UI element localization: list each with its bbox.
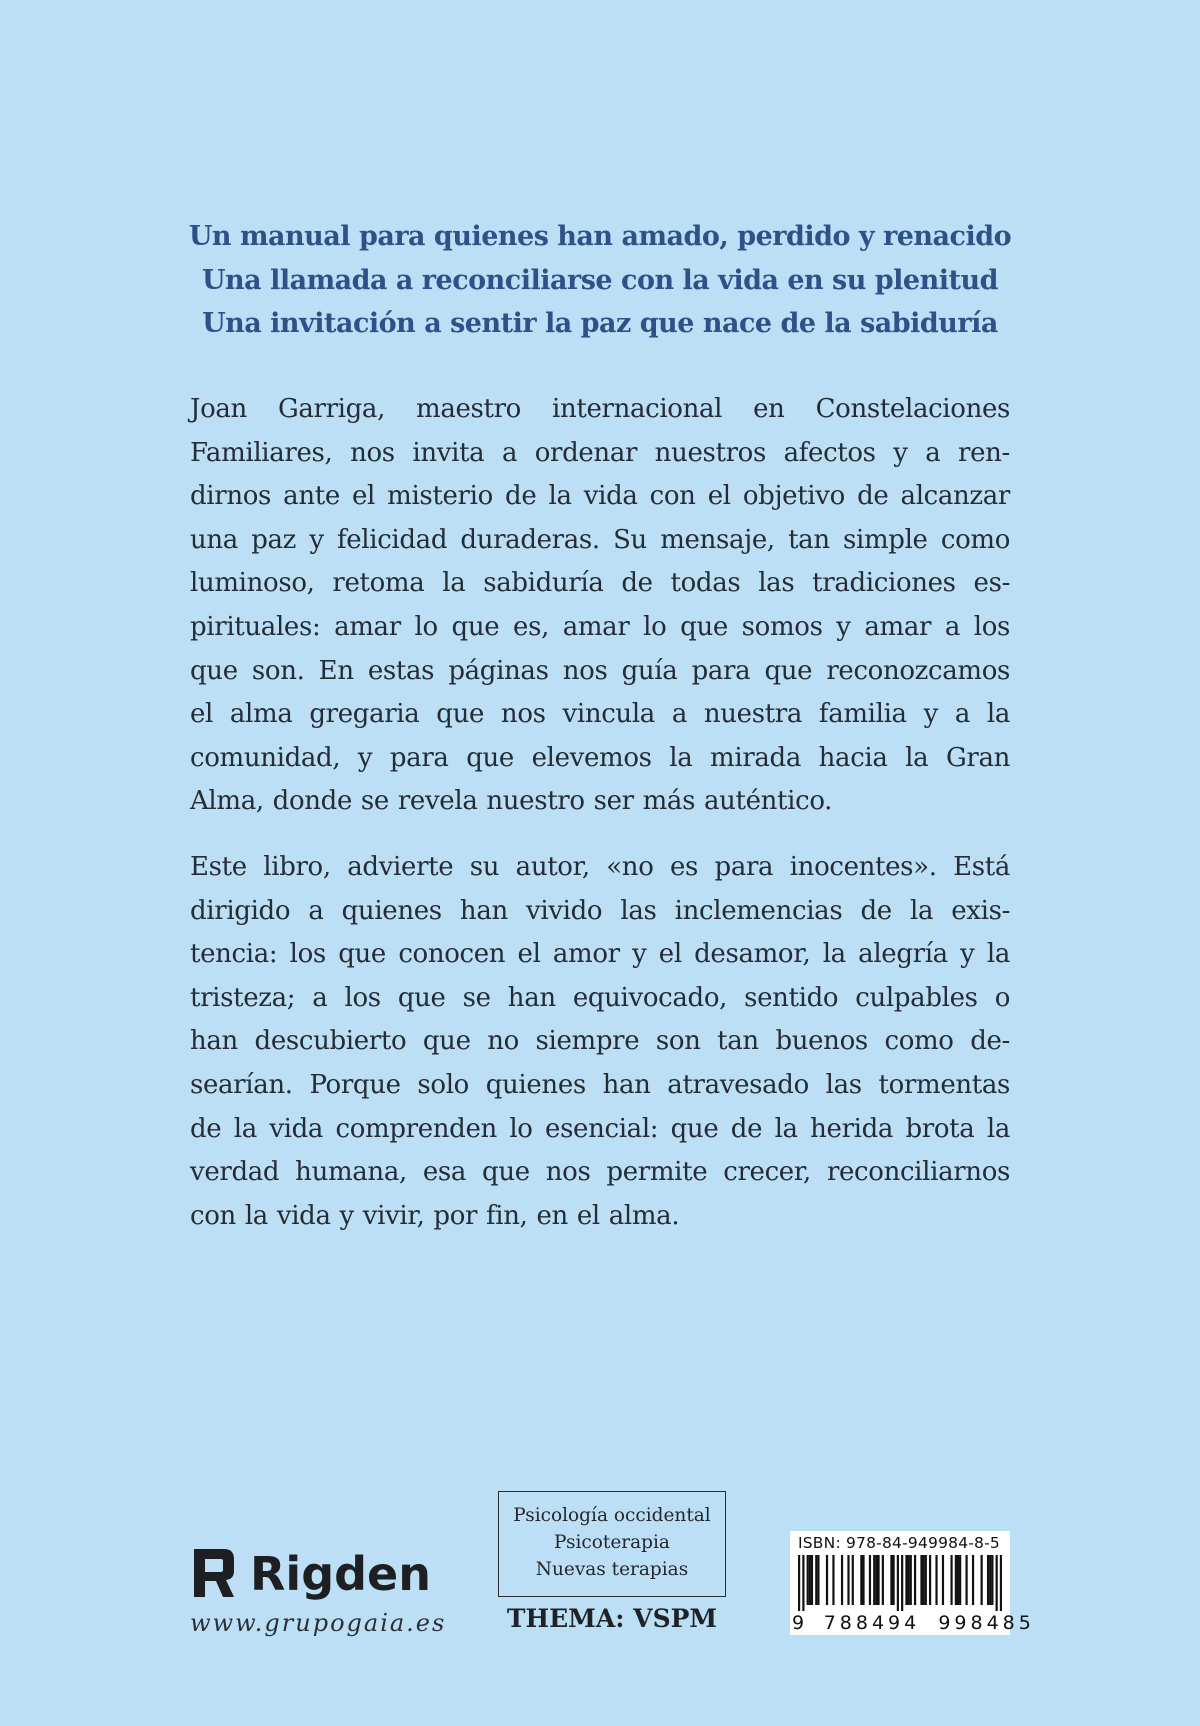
text-line: pirituales: amar lo que es, amar lo que somos y amar a los (190, 611, 1010, 642)
barcode-bar (892, 1555, 894, 1605)
barcode-bar (942, 1555, 944, 1605)
barcode-bar (981, 1555, 983, 1605)
barcode-bar (809, 1555, 811, 1605)
text-line: que son. En estas páginas nos guía para que reconozcamos (190, 655, 1010, 686)
category-item: Psicología occidental (513, 1505, 711, 1526)
barcode-bars (798, 1555, 1002, 1611)
barcode-bar (852, 1555, 854, 1605)
barcode-bar (1000, 1555, 1002, 1611)
barcode-bar (989, 1555, 991, 1605)
publisher-name: Rigden (250, 1547, 431, 1601)
publisher-website: www.grupogaia.es (190, 1609, 447, 1637)
text-line: con la vida y vivir, por fin, en el alma. (190, 1200, 680, 1231)
barcode-bar (950, 1555, 952, 1605)
barcode-bar (965, 1555, 967, 1605)
barcode-bar (908, 1555, 910, 1605)
isbn-label: ISBN: 978-84-949984-8-5 (798, 1534, 1000, 1552)
barcode-bar (798, 1555, 800, 1611)
barcode-bar (815, 1555, 817, 1605)
text-line: Este libro, advierte su autor, «no es para inocentes». Está (190, 851, 1010, 882)
barcode-bar (923, 1555, 925, 1605)
text-line: verdad humana, esa que nos permite crecer, reconciliarnos (190, 1157, 1010, 1188)
tagline-2: Una llamada a reconciliarse con la vida en su plenitud (202, 264, 998, 296)
text-line: de la vida comprenden lo esencial: que de la herida brota la (190, 1113, 1010, 1144)
ean-left-group: 788494 (823, 1612, 921, 1634)
ean-first-digit: 9 (792, 1612, 805, 1634)
barcode-bar (875, 1555, 877, 1605)
barcode-bar (929, 1555, 931, 1605)
barcode-bar (935, 1555, 937, 1605)
text-line: dirigido a quienes han vivido las inclemencias de la exis- (190, 895, 1010, 926)
category-item: Nuevas terapias (535, 1559, 689, 1580)
barcode-bar (991, 1555, 993, 1605)
text-line: searían. Porque solo quienes han atravesado las tormentas (190, 1069, 1010, 1100)
text-line: tristeza; a los que se han equivocado, sentido culpables o (190, 982, 1010, 1013)
barcode-bar (972, 1555, 974, 1605)
barcode-bar (826, 1555, 828, 1605)
blurb (190, 388, 1010, 1260)
text-line: Joan Garriga, maestro internacional en Constelaciones (190, 394, 1010, 424)
rigden-logo-icon (190, 1545, 238, 1603)
text-line: luminoso, retoma la sabiduría de todas las tradiciones es- (190, 568, 1010, 599)
text-line: comunidad, y para que elevemos la mirada hacia la Gran (190, 742, 1010, 773)
barcode-bar (996, 1555, 998, 1611)
thema-code: THEMA: VSPM (506, 1604, 718, 1633)
barcode-bar (873, 1555, 875, 1605)
barcode-bar (807, 1555, 809, 1605)
barcode (790, 1531, 1035, 1635)
barcode-bar (882, 1555, 884, 1605)
barcode-bar (802, 1555, 804, 1611)
text-line: Alma, donde se revela nuestro ser más auténtico. (190, 786, 833, 817)
text-line: una paz y felicidad duraderas. Su mensaje, tan simple como (190, 524, 1010, 555)
blurb-paragraph-2 (190, 846, 1010, 1238)
barcode-bar (914, 1555, 916, 1605)
barcode-bar (890, 1555, 892, 1605)
barcode-bar (920, 1555, 922, 1605)
ean-right-group: 998485 (938, 1612, 1035, 1634)
text-line: el alma gregaria que nos vincula a nuestra familia y a la (190, 699, 1010, 730)
barcode-bar (832, 1555, 834, 1605)
barcode-bar (905, 1555, 907, 1605)
publisher-logo (190, 1545, 450, 1637)
category-box (498, 1491, 726, 1597)
text-line: Familiares, nos invita a ordenar nuestros afectos y a ren- (190, 437, 1010, 468)
barcode-bar (817, 1555, 819, 1605)
logo-row (190, 1545, 450, 1603)
ean-digits (792, 1612, 1035, 1634)
barcode-bar (957, 1555, 959, 1605)
barcode-bar (987, 1555, 989, 1605)
barcode-bar (860, 1555, 862, 1605)
barcode-bar (901, 1555, 903, 1611)
barcode-bar (869, 1555, 871, 1605)
tagline-3: Una invitación a sentir la paz que nace de la sabiduría (202, 308, 998, 339)
barcode-bar (955, 1555, 957, 1605)
blurb-paragraph-1 (190, 388, 1010, 824)
text-line: tencia: los que conocen el amor y el desamor, la alegría y la (190, 939, 1010, 970)
barcode-bar (925, 1555, 927, 1605)
category-item: Psicoterapia (554, 1532, 670, 1553)
tagline-block (150, 215, 1050, 346)
barcode-bar (910, 1555, 912, 1605)
tagline-1: Un manual para quienes han amado, perdido y renacido (188, 221, 1012, 252)
barcode-bar (841, 1555, 843, 1605)
barcode-bar (877, 1555, 879, 1605)
barcode-bar (862, 1555, 864, 1605)
barcode-bar (897, 1555, 899, 1611)
barcode-bar (959, 1555, 961, 1605)
barcode-bar (847, 1555, 849, 1605)
barcode-bar (811, 1555, 813, 1605)
text-line: han descubierto que no siempre son tan buenos como de- (190, 1026, 1010, 1057)
text-line: dirnos ante el misterio de la vida con el objetivo de alcanzar (190, 481, 1010, 512)
